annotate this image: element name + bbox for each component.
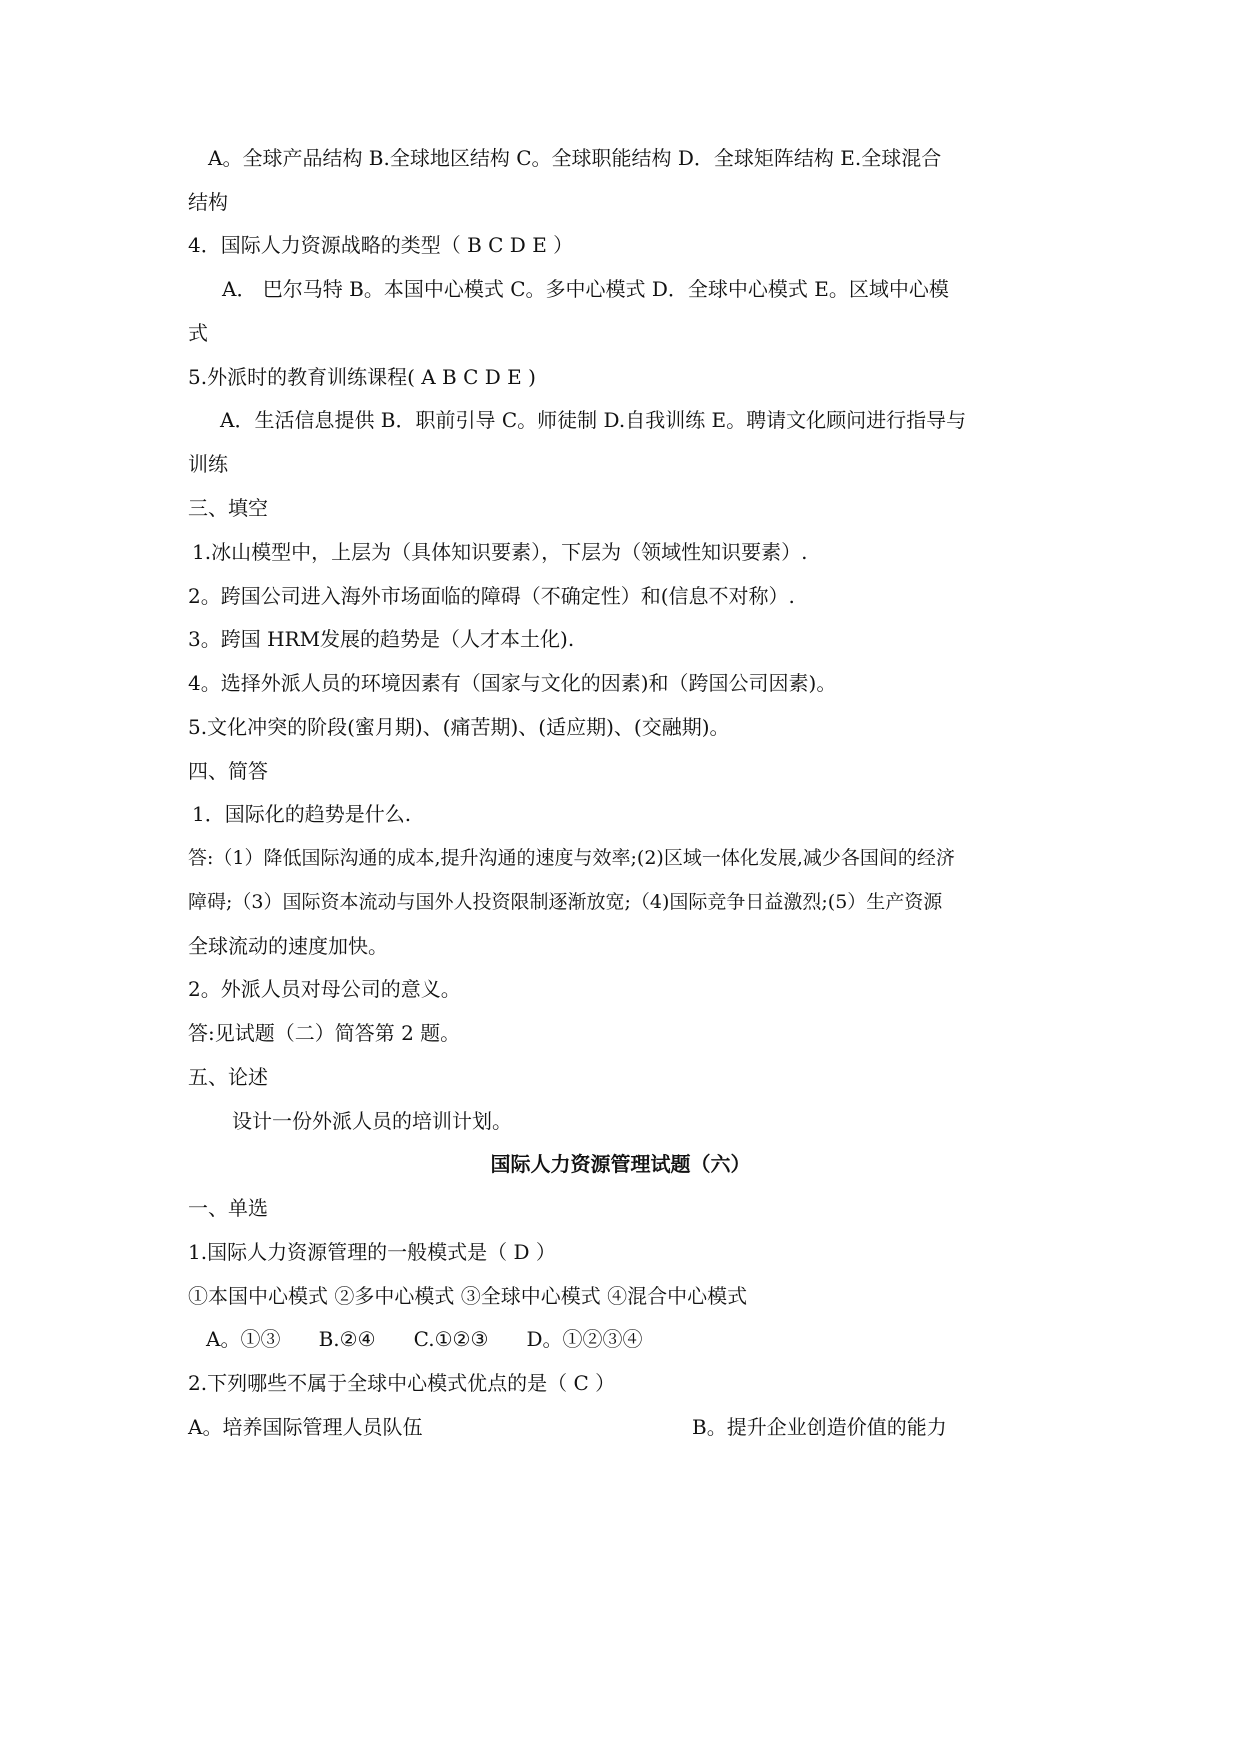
q3-options-line-1: A。全球产品结构 B.全球地区结构 C。全球职能结构 D．全球矩阵结构 E.全球混合 [208,146,942,170]
sc-question-1-items: ①本国中心模式 ②多中心模式 ③全球中心模式 ④混合中心模式 [188,1284,748,1308]
section-essay-heading: 五、论述 [188,1065,268,1089]
q5-question: 5.外派时的教育训练课程( A B C D E ) [188,365,536,389]
answer-1-line-2: 障碍;（3）国际资本流动与国外人投资限制逐渐放宽;（4)国际竞争日益激烈;(5）生产资源 [188,891,943,913]
fill-item-2: 2。跨国公司进入海外市场面临的障碍（不确定性）和(信息不对称）. [188,584,795,608]
fill-item-5: 5.文化冲突的阶段(蜜月期)、(痛苦期)、(适应期)、(交融期)。 [188,715,730,739]
q4-options-line-1: A． 巴尔马特 B。本国中心模式 C。多中心模式 D．全球中心模式 E。区域中心模 [222,277,949,301]
q4-question: 4．国际人力资源战略的类型（ B C D E ） [188,233,574,257]
fill-item-1: 1.冰山模型中，上层为（具体知识要素），下层为（领域性知识要素）. [192,540,808,564]
sc-question-2-option-b: B。提升企业创造价值的能力 [692,1415,947,1439]
section-single-choice-heading: 一、单选 [188,1196,268,1220]
answer-1-line-1: 答:（1）降低国际沟通的成本,提升沟通的速度与效率;(2)区域一体化发展,减少各国间的经济 [188,847,955,869]
sc-question-2: 2.下列哪些不属于全球中心模式优点的是（ C ） [188,1371,616,1395]
q5-options-line-1: A．生活信息提供 B．职前引导 C。师徒制 D.自我训练 E。聘请文化顾问进行指导与 [220,408,967,432]
short-answer-question-1: 1．国际化的趋势是什么. [192,802,412,826]
fill-item-4: 4。选择外派人员的环境因素有（国家与文化的因素)和（跨国公司因素)。 [188,671,837,695]
answer-2: 答:见试题（二）简答第 2 题。 [188,1021,461,1045]
section-fill-in-heading: 三、填空 [188,496,268,520]
fill-item-3: 3。跨国 HRM发展的趋势是（人才本土化). [188,627,575,651]
q3-options-line-2: 结构 [188,190,228,214]
sc-question-1: 1.国际人力资源管理的一般模式是（ D ） [188,1240,556,1264]
answer-1-line-3: 全球流动的速度加快。 [188,934,388,958]
q5-options-line-2: 训练 [188,452,228,476]
sc-question-2-options [188,1413,1048,1441]
exam-title: 国际人力资源管理试题（六） [490,1152,751,1176]
sc-question-2-option-a: A。培养国际管理人员队伍 [188,1415,423,1439]
q4-options-line-2: 式 [188,321,208,345]
short-answer-question-2: 2。外派人员对母公司的意义。 [188,977,461,1001]
section-short-answer-heading: 四、简答 [188,759,268,783]
essay-prompt: 设计一份外派人员的培训计划。 [232,1109,512,1133]
sc-question-1-options: A。①③ B.②④ C.①②③ D。①②③④ [206,1327,643,1351]
